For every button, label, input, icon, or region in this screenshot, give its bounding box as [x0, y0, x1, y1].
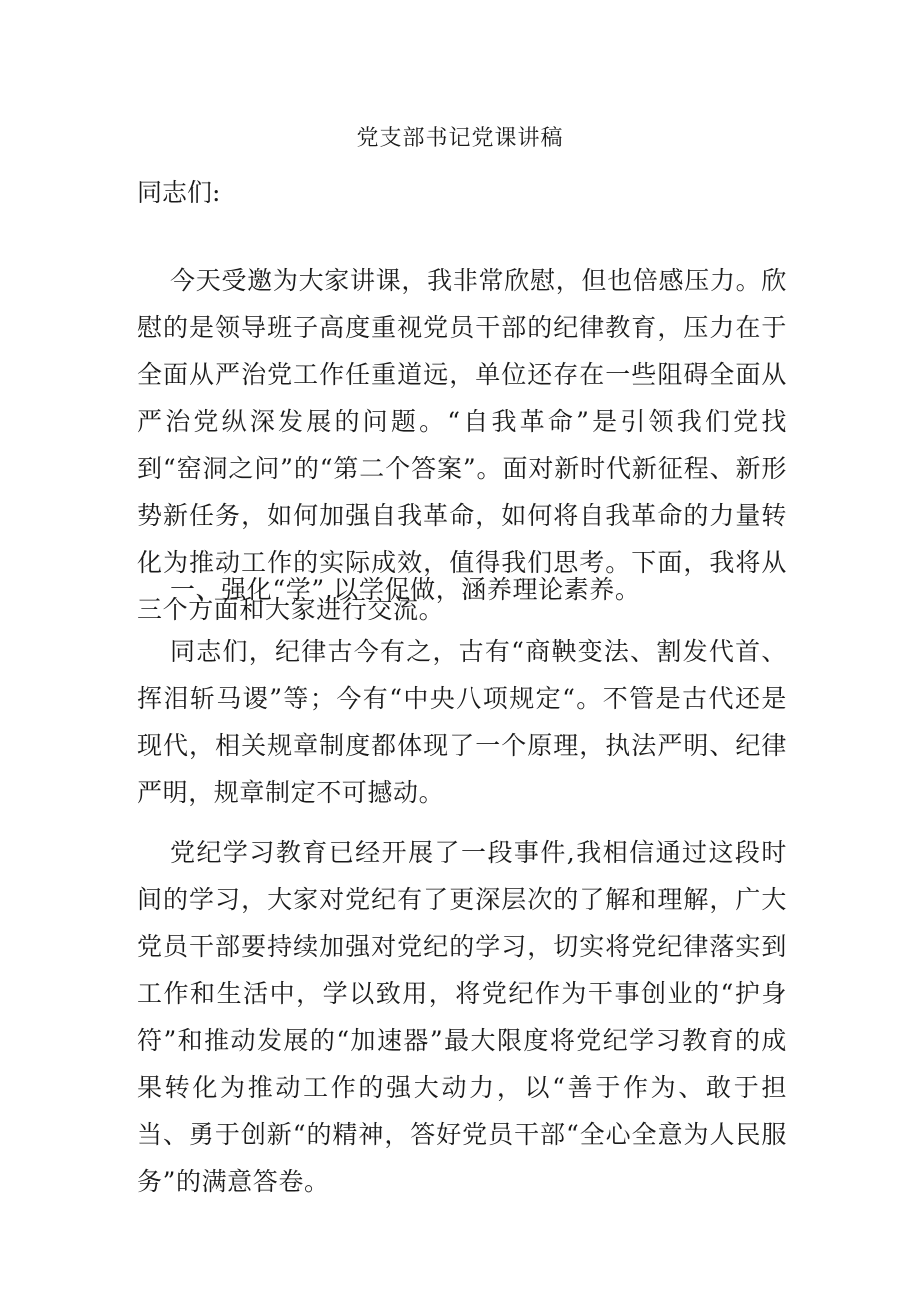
salutation: 同志们: [137, 178, 221, 207]
paragraph-intro: 今天受邀为大家讲课，我非常欣慰，但也倍感压力。欣慰的是领导班子高度重视党员干部的纪律教育，压力在于全面从严治党工作任重道远，单位还存在一些阻碍全面从严治党纵深发展的问题。“自我革命”是引领我们党找到“窑洞之问”的“第二个答案”。面对新时代新征程、新形势新任务，如何加强自我革命，如何将自我革命的力量转化为推动工作的实际成效，值得我们思考。下面，我将从三个方面和大家进行交流。 [137, 266, 787, 624]
paragraph-party-education: 党纪学习教育已经开展了一段事件,我相信通过这段时间的学习，大家对党纪有了更深层次的了解和理解，广大党员干部要持续加强对党纪的学习，切实将党纪律落实到工作和生活中，学以致用，将党纪作为干事创业的“护身符”和推动发展的“加速器”最大限度将党纪学习教育的成果转化为推动工作的强大动力，以“善于作为、敢于担当、勇于创新“的精神，答好党员干部“全心全意为人民服务”的满意答卷。 [137, 838, 787, 1196]
paragraph-discipline-history: 同志们，纪律古今有之，古有“商鞅变法、割发代首、挥泪斩马谡”等；今有“中央八项规定“。不管是古代还是现代，相关规章制度都体现了一个原理，执法严明、纪律严明，规章制定不可撼动。 [137, 637, 787, 807]
section-heading-1: 一、强化“学”,以学促做，涵养理论素养。 [170, 575, 641, 604]
document-title: 党支部书记党课讲稿 [356, 126, 564, 151]
